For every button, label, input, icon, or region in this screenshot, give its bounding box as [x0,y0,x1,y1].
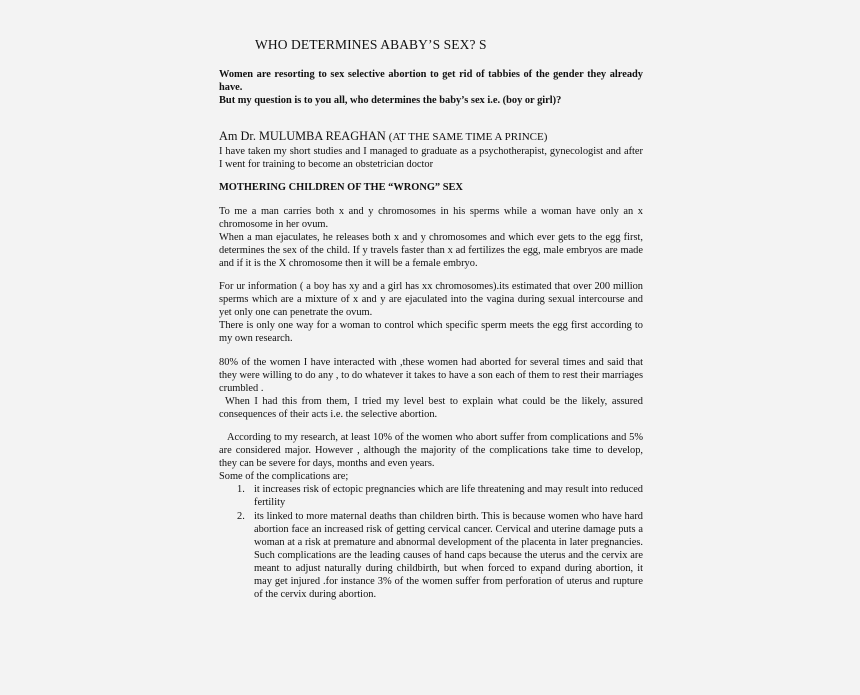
author-line [219,129,643,145]
author-suffix: (AT THE SAME TIME A PRINCE) [388,131,548,144]
paragraph-1a: To me a man carries both x and y chromosomes in his sperms while a woman have only an x chromosome in her ovum. [219,205,643,230]
paragraph-2a: For ur information ( a boy has xy and a girl has xx chromosomes).its estimated that over 200 million sperms which are a mixture of x and y are ejaculated into the vagina during sexual intercourse and yet only one can penetrate the ovum. [219,281,643,319]
list-item [219,510,643,602]
complications-list [219,483,643,601]
list-item-number: 1. [237,484,245,496]
author-name: Dr. MULUMBA REAGHAN [240,129,386,144]
author-bio: I have taken my short studies and I managed to graduate as a psychotherapist, gynecologist and after I went for training to become an obstetrician doctor [219,146,643,171]
list-item [219,483,643,509]
list-item-text: its linked to more maternal deaths than children birth. This is because women who have hard abortion face an increased risk of getting cervical cancer. Cervical and uterine damage puts a woman at a risk at premature and abnormal development of the placenta in later pregnancies. Such complications are the leading causes of hand caps because the uterus and the cervix are meant to adjust naturally during childbirth, but when forced to expand during abortion, it may get injured .for instance 3% of the women suffer from perforation of uterus and rupture of the cervix during abortion. [254,510,643,601]
author-prefix: Am [219,129,238,144]
section-title: MOTHERING CHILDREN OF THE “WRONG” SEX [219,182,463,194]
paragraph-4: According to my research, at least 10% of the women who abort suffer from complications and 5% are considered major. However , although the majority of the complications take time to develop, they can be severe for days, months and even years. [219,431,643,470]
paragraph-4b: Some of the complications are; [219,471,349,483]
paragraph-1b: When a man ejaculates, he releases both x and y chromosomes and which ever gets to the egg first, determines the sex of the child. If y travels faster than x ad fertilizes the egg, male embryos are made and if it is the X chromosome then it will be a female embryo. [219,231,643,269]
intro-block [219,68,643,107]
list-item-number: 2. [237,510,245,522]
paragraph-2b: There is only one way for a woman to control which specific sperm meets the egg first according to my own research. [219,320,643,345]
paragraph-3a: 80% of the women I have interacted with ,these women had aborted for several times and said that they were willing to do any , to do whatever it takes to have a son each of them to rest their marriages crumbled . [219,356,643,394]
document-title: WHO DETERMINES ABABY’S SEX? S [255,37,487,52]
intro-line-2: But my question is to you all, who determines the baby’s sex i.e. (boy or girl)? [219,95,562,107]
intro-line-1: Women are resorting to sex selective abortion to get rid of tabbies of the gender they already have. [219,69,643,94]
list-item-text: it increases risk of ectopic pregnancies which are life threatening and may result into reduced fertility [254,484,643,509]
paragraph-3b: When I had this from them, I tried my level best to explain what could be the likely, assured consequences of their acts i.e. the selective abortion. [219,395,643,420]
document-body [219,36,643,601]
